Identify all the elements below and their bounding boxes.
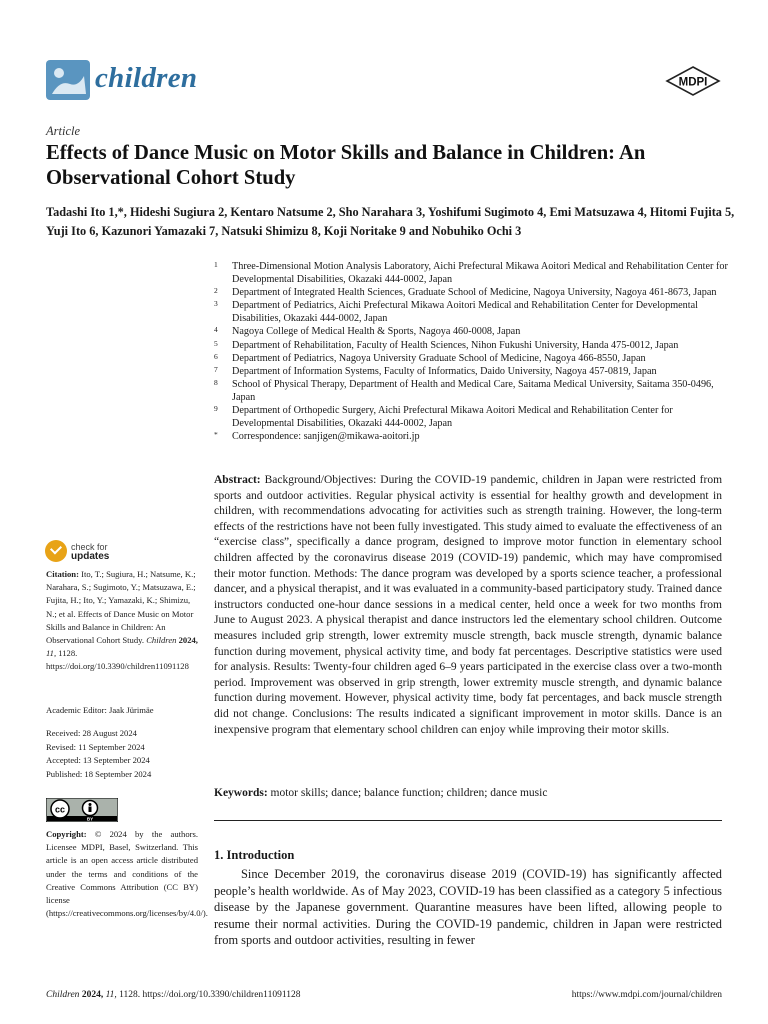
affiliation-text: Nagoya College of Medical Health & Sports, Nagoya 460-0008, Japan: [232, 326, 521, 338]
date-revised: Revised: 11 September 2024: [46, 741, 145, 752]
check-for-updates-button[interactable]: [45, 540, 155, 566]
citation-volume: 11,: [46, 648, 57, 659]
affiliation-text: Department of Rehabilitation, Faculty of Health Sciences, Nihon Fukushi University, Handa 475-0012, Japan: [232, 339, 679, 351]
keywords-text: motor skills; dance; balance function; children; dance music: [270, 787, 548, 799]
copyright-notice: [46, 828, 208, 920]
article-type: Article: [46, 124, 81, 138]
affiliation-item: [214, 430, 734, 443]
abstract: [214, 473, 722, 738]
affiliation-number: *: [214, 430, 218, 440]
affiliation-number: 7: [214, 364, 218, 374]
academic-editor: Academic Editor: Jaak Jürimäe: [46, 705, 154, 715]
author-list: [46, 203, 736, 241]
abstract-label: Abstract:: [214, 474, 261, 486]
check-updates-top: check for: [71, 542, 108, 552]
affiliation-text: Correspondence: sanjigen@mikawa-aoitori.jp: [232, 431, 420, 443]
affiliation-number: 9: [214, 404, 218, 414]
affiliation-text: School of Physical Therapy, Department of Health and Medical Care, Saitama Medical University, Saitama 350-0496, Japan: [232, 378, 714, 403]
footer-volume: 11,: [105, 990, 117, 1000]
paper-title: Effects of Dance Music on Motor Skills and Balance in Children: An Observational Cohort Study: [46, 142, 646, 189]
affiliation-item: [214, 286, 734, 299]
mdpi-logo: [665, 66, 721, 96]
mdpi-text: MDPI: [678, 76, 708, 89]
affiliation-item: [214, 260, 734, 286]
keywords-label: Keywords:: [214, 787, 268, 799]
check-updates-bottom: updates: [71, 551, 110, 562]
footer-doi[interactable]: 1128. https://doi.org/10.3390/children11091128: [119, 990, 301, 1000]
citation-label: Citation:: [46, 569, 79, 579]
affiliation-text: Department of Information Systems, Faculty of Informatics, Daido University, Nagoya 457-0819, Japan: [232, 365, 657, 377]
date-received: Received: 28 August 2024: [46, 728, 137, 738]
affiliations: [214, 260, 734, 443]
publication-dates: [46, 727, 201, 781]
journal-name: children: [95, 62, 198, 94]
affiliation-text: Department of Pediatrics, Nagoya University Graduate School of Medicine, Nagoya 466-8550, Japan: [232, 352, 646, 364]
date-accepted: Accepted: 13 September 2024: [46, 755, 150, 765]
affiliation-number: 8: [214, 377, 218, 387]
keywords: [214, 787, 722, 799]
copyright-label: Copyright:: [46, 829, 87, 839]
introduction-paragraph: Since December 2019, the coronavirus disease 2019 (COVID-19) has significantly affected people’s health worldwide. As of May 2023, COVID-19 has been classified as a category 5 infectious disease by the Japanese government. Quarantine measures have been lifted, allowing people to resume their normal activities. During the COVID-19 pandemic, children in Japan were restricted from sports and outdoor activities, resulting in fewer: [214, 867, 722, 948]
abstract-text: Background/Objectives: During the COVID-19 pandemic, children in Japan were restricted from sports and outdoor activities. Regular physical activity is essential for healthy growth and development in children, with recommendations advocating for activities such as strength training. However, the long-term effects of the restrictions have not been fully investigated. This study aimed to evaluate the effectiveness of an “exercise class”, specifically a dance program, designed to improve motor function in elementary school children affected by the coronavirus disease 2019 (COVID-19) pandemic, which may have compromised their motor function. Methods: The dance program was developed by a sports science teacher, a professional dancer, and a physical therapist, and it was evaluated in a community-based participatory study. Trained dance instructors conducted one-hour dance sessions in a medical center, held once a week for two months from June to August 2023. A physical therapist and dance instructors led the elementary school children. Outcome measures included grip strength, lower extremity muscle strength, back muscle strength, dynamic balance function during movement, physical activity time, and body fat percentages. Descriptive statistics were used for analysis. Results: Twenty-four children aged 6–9 years participated in the exercise class over a two-month period. Improvement was observed in grip strength, lower extremity muscle strength, and dynamic balance function during movement. However, physical activity time, body fat percentages, and back muscle strength did not change. Conclusions: The results indicated a significant improvement in motor skills. Dance is an inexpensive program that elementary school children can enjoy while improving their motor skills.: [214, 474, 723, 736]
citation-journal: Children: [146, 635, 177, 646]
footer-year: 2024,: [81, 990, 104, 1000]
footer-journal: Children: [46, 990, 80, 1000]
affiliation-text: Three-Dimensional Motion Analysis Laboratory, Aichi Prefectural Mikawa Aoitori Medical and Rehabilitation Center for Developmental Disabilities, Okazaki 444-0002, Japan: [232, 261, 728, 286]
citation-text: Ito, T.; Sugiura, H.; Natsume, K.; Narahara, S.; Sugimoto, Y.; Matsuzawa, E.; Fujita, H.; Ito, Y.; Yamazaki, K.; Shimizu, N.; et al. Effects of Dance Music on Motor Skills and Balance in Children: An Observational Cohort Study.: [46, 569, 196, 646]
affiliation-number: 4: [214, 325, 218, 335]
affiliation-item: [214, 404, 734, 430]
check-updates-icon: [45, 540, 67, 562]
author-names: Tadashi Ito 1,*, Hideshi Sugiura 2, Kentaro Natsume 2, Sho Narahara 3, Yoshifumi Sugimoto 4, Emi Matsuzawa 4, Hitomi Fujita 5, Yuji Ito 6, Kazunori Yamazaki 7, Natsuki Shimizu 8, Koji Noritake 9 and Nobuhiko Ochi 3: [46, 205, 735, 238]
affiliation-number: 5: [214, 338, 218, 348]
affiliation-item: [214, 339, 734, 352]
section-divider: [214, 820, 722, 821]
affiliation-text: Department of Integrated Health Sciences, Graduate School of Medicine, Nagoya University, Nagoya 461-8673, Japan: [232, 287, 717, 299]
affiliation-number: 2: [214, 286, 218, 296]
affiliation-item: [214, 352, 734, 365]
footer-journal-url[interactable]: https://www.mdpi.com/journal/children: [571, 990, 722, 1000]
citation-doi[interactable]: 1128. https://doi.org/10.3390/children11091128: [46, 648, 189, 672]
affiliation-text: Department of Pediatrics, Aichi Prefectural Mikawa Aoitori Medical and Rehabilitation Center for Developmental Disabilities, Okazaki 444-0002, Japan: [232, 300, 698, 325]
svg-text:cc: cc: [54, 804, 66, 815]
citation-year: 2024,: [178, 635, 198, 646]
section-heading: 1. Introduction: [214, 848, 295, 862]
footer-citation: [46, 990, 300, 1000]
affiliation-item: [214, 325, 734, 338]
cc-by-license-icon[interactable]: [46, 798, 118, 822]
journal-logo: [46, 60, 90, 100]
affiliation-number: 6: [214, 351, 218, 361]
copyright-text: © 2024 by the authors. Licensee MDPI, Basel, Switzerland. This article is an open access article distributed under the terms and conditions of the Creative Commons Attribution (CC BY) license (https://creativecommons.org/licenses/by/4.0/).: [46, 829, 208, 919]
affiliation-text: Department of Orthopedic Surgery, Aichi Prefectural Mikawa Aoitori Medical and Rehabilitation Center for Developmental Disabilities, Okazaki 444-0002, Japan: [232, 405, 673, 430]
affiliation-item: [214, 378, 734, 404]
citation-block: [46, 568, 201, 674]
affiliation-item: [214, 365, 734, 378]
affiliation-number: 1: [214, 260, 218, 269]
affiliation-number: 3: [214, 299, 218, 309]
date-published: Published: 18 September 2024: [46, 768, 152, 779]
affiliation-item: [214, 299, 734, 325]
cc-label: BY: [86, 816, 94, 822]
